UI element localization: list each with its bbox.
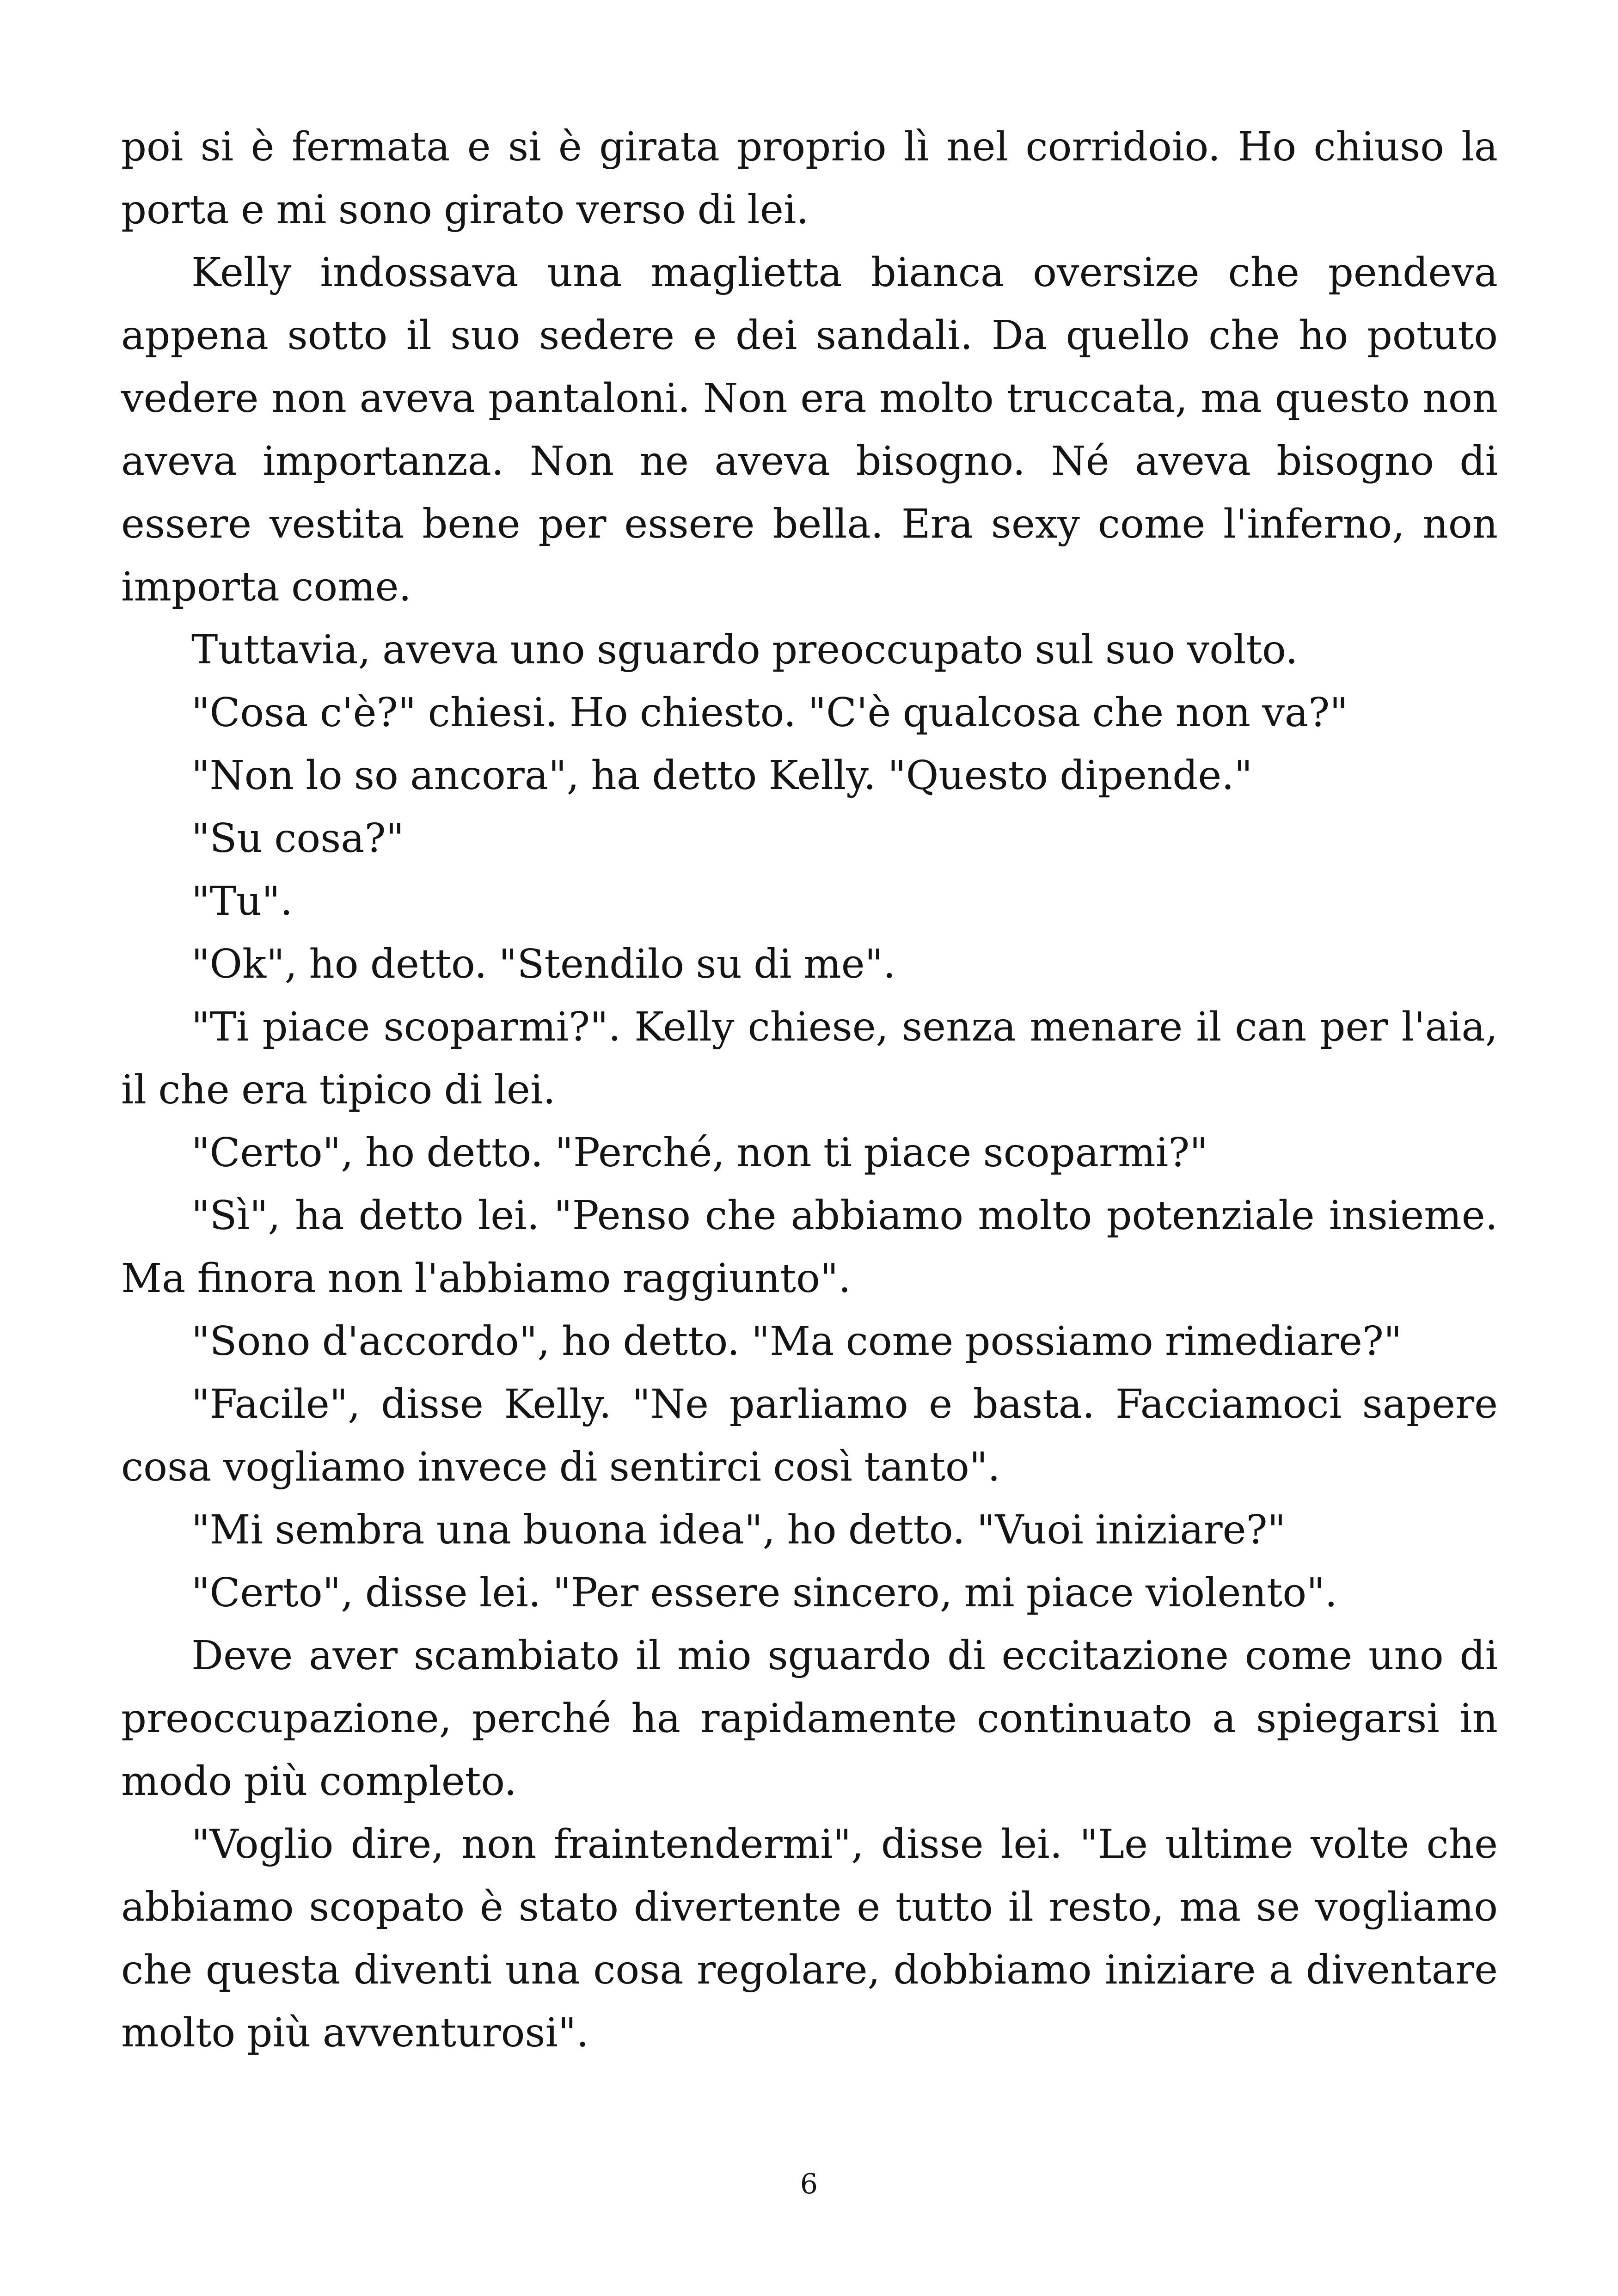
paragraph-13: "Facile", disse Kelly. "Ne parliamo e basta. Facciamoci sapere cosa vogliamo invece di sentirci così tanto". [121, 1381, 1498, 1490]
paragraph-7: "Tu". [191, 878, 293, 925]
paragraph-16: Deve aver scambiato il mio sguardo di eccitazione come uno di preoccupazione, perché ha rapidamente continuato a spiegarsi in modo più completo. [121, 1633, 1498, 1805]
paragraph-15: "Certo", disse lei. "Per essere sincero, mi piace violento". [191, 1570, 1338, 1616]
paragraph-8: "Ok", ho detto. "Stendilo su di me". [191, 941, 896, 987]
paragraph-3: Tuttavia, aveva uno sguardo preoccupato sul suo volto. [191, 627, 1298, 673]
paragraph-14: "Mi sembra una buona idea", ho detto. "Vuoi iniziare?" [191, 1507, 1286, 1553]
paragraph-12: "Sono d'accordo", ho detto. "Ma come possiamo rimediare?" [191, 1318, 1402, 1365]
paragraph-9: "Ti piace scoparmi?". Kelly chiese, senza menare il can per l'aia, il che era tipico di lei. [121, 1004, 1498, 1113]
paragraph-11: "Sì", ha detto lei. "Penso che abbiamo molto potenziale insieme. Ma finora non l'abbiamo raggiunto". [121, 1193, 1498, 1302]
paragraph-2: Kelly indossava una maglietta bianca oversize che pendeva appena sotto il suo sedere e dei sandali. Da quello che ho potuto vedere non aveva pantaloni. Non era molto truccata, ma questo non aveva importanza. Non ne aveva bisogno. Né aveva bisogno di essere vestita bene per essere bella. Era sexy come l'inferno, non importa come. [121, 250, 1498, 610]
paragraph-6: "Su cosa?" [191, 815, 404, 862]
paragraph-10: "Certo", ho detto. "Perché, non ti piace scoparmi?" [191, 1130, 1208, 1176]
paragraph-4: "Cosa c'è?" chiesi. Ho chiesto. "C'è qualcosa che non va?" [191, 690, 1348, 736]
page-number: 6 [800, 2168, 818, 2200]
paragraph-5: "Non lo so ancora", ha detto Kelly. "Questo dipende." [191, 753, 1253, 799]
paragraph-17: "Voglio dire, non fraintendermi", disse lei. "Le ultime volte che abbiamo scopato è stato divertente e tutto il resto, ma se vogliamo che questa diventi una cosa regolare, dobbiamo iniziare a diventare molto più avventurosi". [121, 1821, 1498, 2056]
paragraph-1: poi si è fermata e si è girata proprio lì nel corridoio. Ho chiuso la porta e mi sono girato verso di lei. [121, 124, 1498, 233]
body-text [121, 116, 1498, 2064]
